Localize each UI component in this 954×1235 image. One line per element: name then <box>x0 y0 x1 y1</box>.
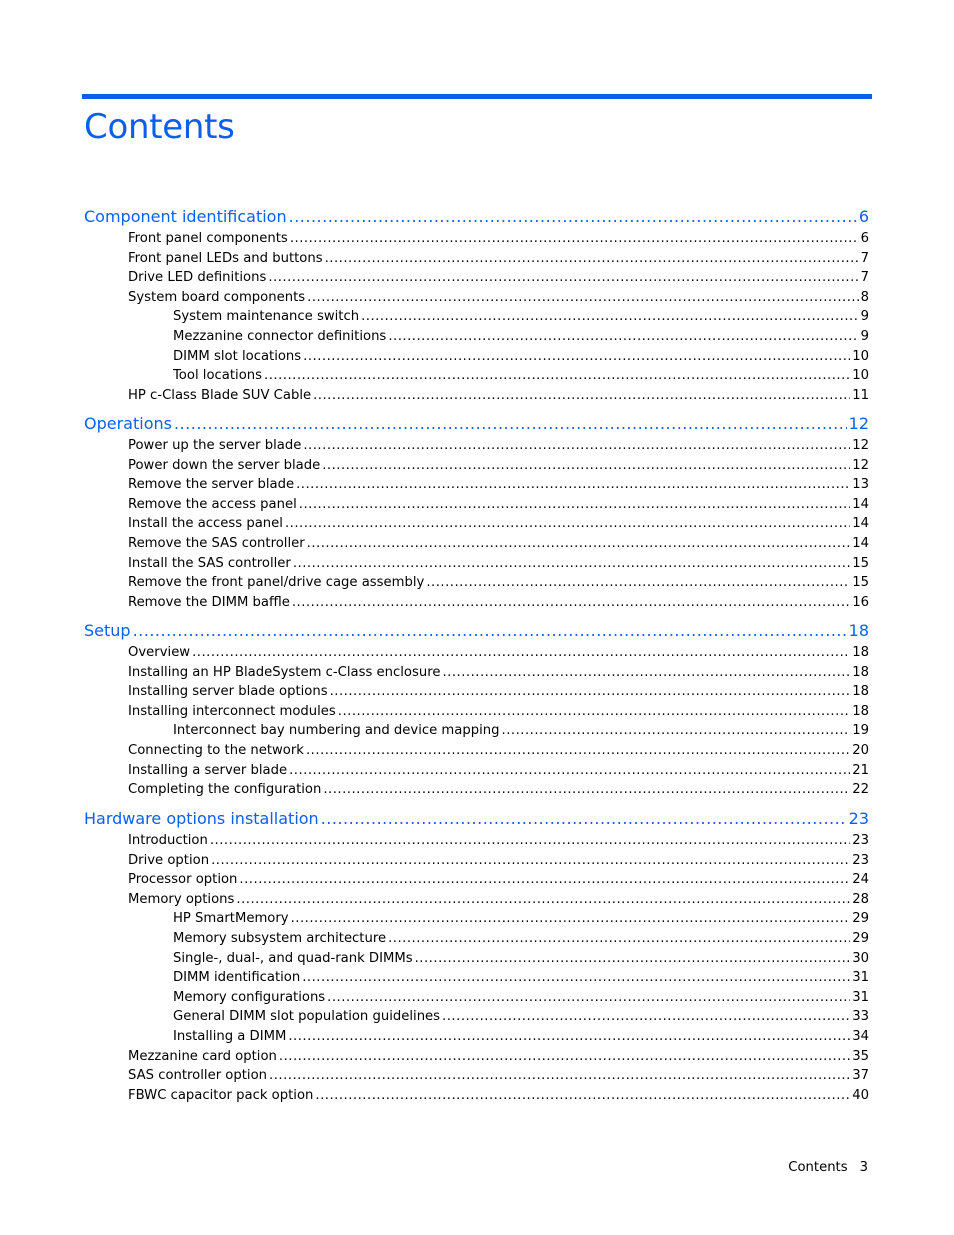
toc-dot-leader <box>361 307 859 326</box>
toc-entry-page-number: 10 <box>852 368 869 384</box>
toc-entry-title: Remove the access panel <box>128 496 297 512</box>
toc-dot-leader <box>388 929 850 948</box>
toc-entry-link[interactable] <box>84 249 869 268</box>
toc-entry-page-number: 14 <box>852 496 869 512</box>
toc-dot-leader <box>323 780 850 799</box>
toc-entry-link[interactable] <box>84 663 869 682</box>
toc-entry-link[interactable] <box>84 831 869 850</box>
toc-dot-leader <box>268 268 858 287</box>
toc-entry-title: Power up the server blade <box>128 438 302 453</box>
toc-entry-link[interactable] <box>84 229 869 248</box>
toc-entry-page-number: 9 <box>860 309 869 325</box>
toc-entry-title: Interconnect bay numbering and device mapping <box>173 723 500 739</box>
toc-entry-page-number: 21 <box>852 762 869 778</box>
toc-entry-link[interactable] <box>84 495 869 514</box>
toc-entry-link[interactable] <box>84 534 869 553</box>
toc-entry-title: Remove the server blade <box>128 477 295 493</box>
toc-entry-link[interactable] <box>84 593 869 612</box>
toc-entry-link[interactable] <box>84 1066 869 1085</box>
toc-entry-page-number: 23 <box>848 809 869 828</box>
toc-entry-title: HP c-Class Blade SUV Cable <box>128 387 312 403</box>
toc-entry-title: Setup <box>84 621 131 640</box>
footer-label: Contents <box>788 1160 848 1175</box>
toc-entry-link[interactable] <box>84 870 869 889</box>
toc-entry-title: Memory options <box>128 891 235 907</box>
toc-entry-page-number: 8 <box>860 289 869 305</box>
toc-entry-title: Remove the SAS controller <box>128 536 305 551</box>
toc-entry-page-number: 18 <box>852 703 869 719</box>
toc-entry-page-number: 13 <box>852 477 869 493</box>
toc-entry-link[interactable] <box>84 702 869 721</box>
toc-entry-title: Mezzanine connector definitions <box>173 329 387 344</box>
toc-dot-leader <box>291 909 851 928</box>
toc-entry-page-number: 6 <box>858 207 869 226</box>
toc-entry-link[interactable] <box>84 988 869 1007</box>
toc-entry-link[interactable] <box>84 475 869 494</box>
toc-entry-title: Operations <box>84 414 172 433</box>
toc-entry-title: Connecting to the network <box>128 743 304 758</box>
toc-entry-link[interactable] <box>84 327 869 346</box>
toc-entry-page-number: 31 <box>852 970 869 986</box>
toc-section-link[interactable] <box>84 206 869 228</box>
toc-dot-leader <box>388 327 858 346</box>
toc-entry-page-number: 20 <box>852 743 869 758</box>
toc-entry-link[interactable] <box>84 514 869 533</box>
toc-dot-leader <box>426 573 850 592</box>
toc-dot-leader <box>442 663 850 682</box>
toc-entry-title: Installing server blade options <box>128 684 328 700</box>
toc-entry-link[interactable] <box>84 761 869 780</box>
toc-dot-leader <box>288 1027 850 1046</box>
toc-entry-page-number: 14 <box>852 516 869 532</box>
toc-dot-leader <box>330 682 851 701</box>
toc-entry-page-number: 30 <box>852 950 869 966</box>
toc-section-link[interactable] <box>84 413 869 435</box>
toc-entry-link[interactable] <box>84 643 869 662</box>
toc-dot-leader <box>303 436 850 455</box>
toc-entry-page-number: 23 <box>852 852 869 868</box>
toc-dot-leader <box>279 1047 850 1066</box>
toc-entry-link[interactable] <box>84 909 869 928</box>
toc-entry-link[interactable] <box>84 1007 869 1026</box>
toc-entry-link[interactable] <box>84 929 869 948</box>
toc-section-link[interactable] <box>84 808 869 830</box>
toc-entry-title: Installing a server blade <box>128 762 288 778</box>
toc-entry-link[interactable] <box>84 890 869 909</box>
toc-entry-page-number: 12 <box>848 414 869 433</box>
toc-entry-page-number: 15 <box>852 575 869 591</box>
toc-entry-title: DIMM identification <box>173 970 301 986</box>
toc-dot-leader <box>296 475 850 494</box>
toc-entry-page-number: 6 <box>860 231 869 246</box>
toc-dot-leader <box>269 1066 850 1085</box>
toc-dot-leader <box>290 229 859 248</box>
toc-entry-title: SAS controller option <box>128 1068 268 1084</box>
toc-entry-link[interactable] <box>84 288 869 307</box>
toc-entry-page-number: 9 <box>860 329 869 344</box>
toc-dot-leader <box>236 890 850 909</box>
toc-dot-leader <box>307 534 851 553</box>
toc-entry-title: System maintenance switch <box>173 309 360 325</box>
toc-entry-page-number: 34 <box>852 1029 869 1044</box>
toc-entry-page-number: 22 <box>852 782 869 798</box>
toc-entry-page-number: 18 <box>852 645 869 660</box>
toc-dot-leader <box>174 413 847 435</box>
toc-entry-title: Installing an HP BladeSystem c-Class enclosure <box>128 664 441 680</box>
toc-entry-page-number: 35 <box>852 1048 869 1064</box>
toc-entry-page-number: 18 <box>852 684 869 700</box>
toc-entry-title: Completing the configuration <box>128 782 322 798</box>
toc-dot-leader <box>442 1007 850 1026</box>
footer-page-number: 3 <box>859 1160 868 1175</box>
toc-entry-title: Install the SAS controller <box>128 555 291 571</box>
toc-entry-page-number: 31 <box>852 989 869 1005</box>
toc-entry-link[interactable] <box>84 436 869 455</box>
toc-dot-leader <box>307 288 858 307</box>
toc-entry-title: Installing interconnect modules <box>128 703 336 719</box>
toc-dot-leader <box>264 366 850 385</box>
toc-entry-title: Mezzanine card option <box>128 1048 277 1064</box>
toc-entry-page-number: 12 <box>852 457 869 473</box>
toc-dot-leader <box>289 761 850 780</box>
toc-dot-leader <box>293 554 850 573</box>
toc-entry-link[interactable] <box>84 721 869 740</box>
toc-entry-page-number: 12 <box>852 438 869 453</box>
toc-entry-page-number: 29 <box>852 911 869 927</box>
toc-entry-page-number: 18 <box>852 664 869 680</box>
toc-entry-link[interactable] <box>84 851 869 870</box>
toc-entry-page-number: 15 <box>852 555 869 571</box>
toc-entry-title: Remove the front panel/drive cage assembly <box>128 575 425 591</box>
toc-dot-leader <box>306 741 850 760</box>
toc-entry-link[interactable] <box>84 1027 869 1046</box>
toc-entry-title: General DIMM slot population guidelines <box>173 1009 441 1025</box>
toc-entry-page-number: 7 <box>860 250 869 266</box>
toc-entry-link[interactable] <box>84 1086 869 1105</box>
toc-entry-link[interactable] <box>84 1047 869 1066</box>
toc-dot-leader <box>321 808 847 830</box>
toc-dot-leader <box>415 949 851 968</box>
toc-entry-title: DIMM slot locations <box>173 348 302 364</box>
toc-entry-page-number: 37 <box>852 1068 869 1084</box>
toc-entry-title: Power down the server blade <box>128 457 321 473</box>
toc-entry-page-number: 7 <box>860 270 869 286</box>
toc-dot-leader <box>315 1086 850 1105</box>
toc-entry-title: Component identification <box>84 207 287 226</box>
toc-entry-page-number: 18 <box>848 621 869 640</box>
toc-entry-title: Processor option <box>128 872 238 888</box>
toc-entry-title: Memory configurations <box>173 989 326 1005</box>
toc-entry-link[interactable] <box>84 456 869 475</box>
toc-dot-leader <box>289 206 857 228</box>
toc-entry-title: Memory subsystem architecture <box>173 931 387 946</box>
toc-entry-title: Overview <box>128 645 191 660</box>
toc-entry-link[interactable] <box>84 268 869 287</box>
toc-entry-title: Front panel components <box>128 231 288 246</box>
toc-dot-leader <box>239 870 850 889</box>
toc-entry-title: Install the access panel <box>128 516 283 532</box>
toc-entry-title: FBWC capacitor pack option <box>128 1087 314 1103</box>
toc-dot-leader <box>302 968 850 987</box>
toc-entry-link[interactable] <box>84 780 869 799</box>
toc-entry-page-number: 28 <box>852 891 869 907</box>
toc-dot-leader <box>192 643 850 662</box>
toc-dot-leader <box>338 702 850 721</box>
toc-entry-link[interactable] <box>84 554 869 573</box>
toc-entry-link[interactable] <box>84 366 869 385</box>
toc-entry-title: Hardware options installation <box>84 809 319 828</box>
toc-entry-title: Drive LED definitions <box>128 270 267 286</box>
toc-entry-link[interactable] <box>84 949 869 968</box>
toc-entry-link[interactable] <box>84 741 869 760</box>
toc-entry-title: Tool locations <box>173 368 263 384</box>
toc-dot-leader <box>322 456 850 475</box>
toc-entry-link[interactable] <box>84 573 869 592</box>
toc-dot-leader <box>303 347 850 366</box>
toc-entry-page-number: 40 <box>852 1087 869 1103</box>
toc-entry-link[interactable] <box>84 307 869 326</box>
toc-entry-link[interactable] <box>84 968 869 987</box>
toc-entry-link[interactable] <box>84 347 869 366</box>
toc-entry-title: Single-, dual-, and quad-rank DIMMs <box>173 950 413 966</box>
toc-entry-page-number: 19 <box>852 723 869 739</box>
toc-dot-leader <box>502 721 851 740</box>
toc-dot-leader <box>211 851 850 870</box>
toc-dot-leader <box>292 593 850 612</box>
toc-section-link[interactable] <box>84 620 869 642</box>
toc-dot-leader <box>299 495 850 514</box>
toc-entry-link[interactable] <box>84 682 869 701</box>
toc-entry-page-number: 16 <box>852 594 869 610</box>
toc-dot-leader <box>210 831 850 850</box>
toc-entry-page-number: 33 <box>852 1009 869 1025</box>
toc-entry-title: Drive option <box>128 852 210 868</box>
toc-entry-page-number: 24 <box>852 872 869 888</box>
toc-dot-leader <box>313 386 850 405</box>
toc-entry-title: Remove the DIMM baffle <box>128 594 290 610</box>
toc-entry-page-number: 11 <box>852 387 869 403</box>
toc-dot-leader <box>325 249 859 268</box>
page-title: Contents <box>84 107 235 147</box>
toc-entry-title: Front panel LEDs and buttons <box>128 250 323 266</box>
toc-entry-title: Installing a DIMM <box>173 1029 287 1044</box>
toc-entry-title: HP SmartMemory <box>173 911 289 927</box>
table-of-contents <box>84 0 869 1235</box>
page-footer <box>788 1158 868 1177</box>
toc-dot-leader <box>285 514 850 533</box>
toc-dot-leader <box>133 620 847 642</box>
toc-entry-page-number: 14 <box>852 536 869 551</box>
toc-entry-link[interactable] <box>84 386 869 405</box>
toc-entry-page-number: 29 <box>852 931 869 946</box>
toc-entry-page-number: 10 <box>852 348 869 364</box>
toc-entry-title: Introduction <box>128 833 208 848</box>
toc-entry-title: System board components <box>128 289 306 305</box>
toc-entry-page-number: 23 <box>852 833 869 848</box>
toc-dot-leader <box>327 988 850 1007</box>
